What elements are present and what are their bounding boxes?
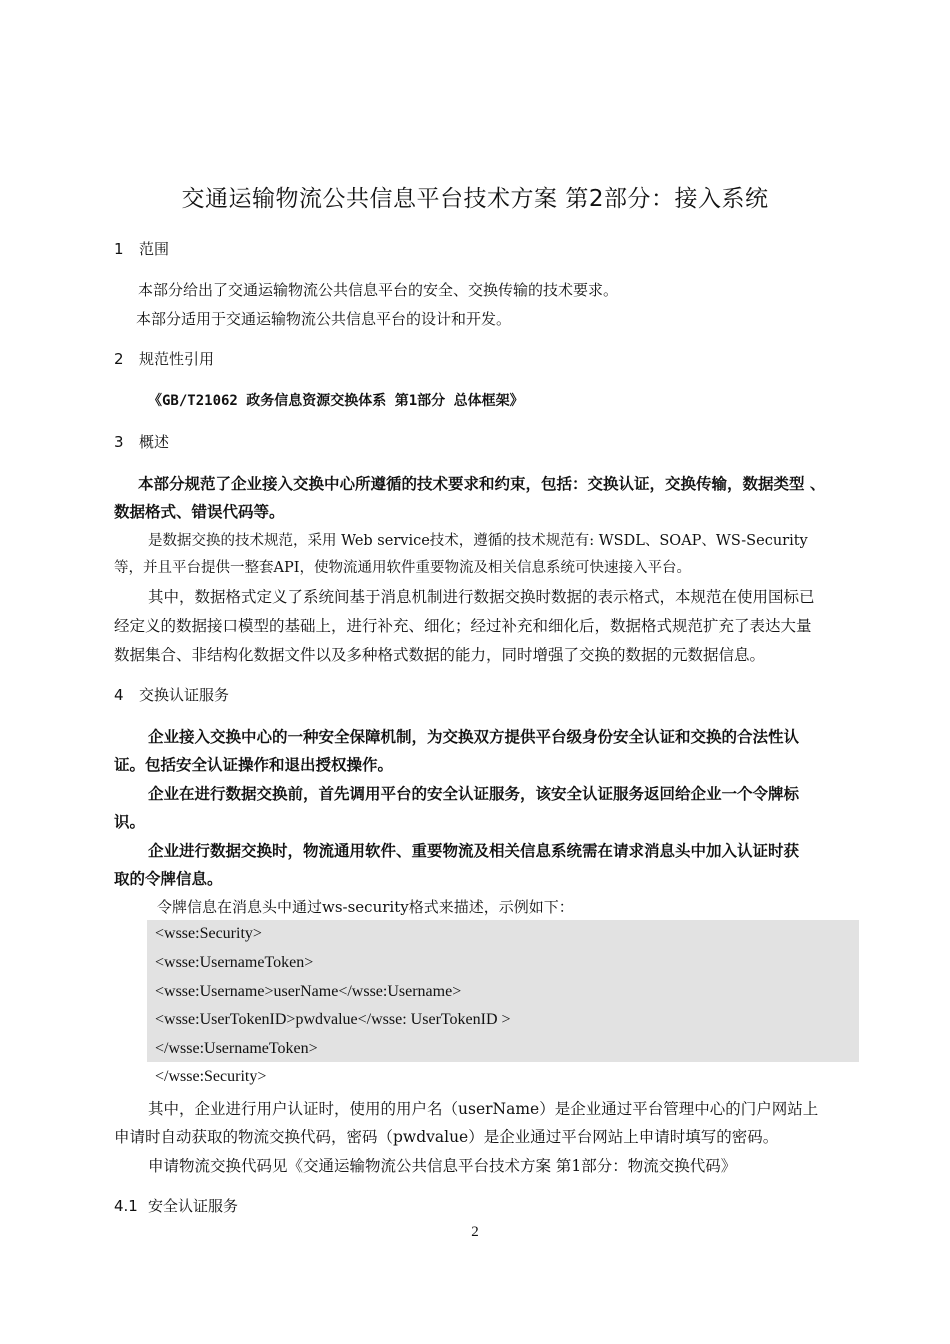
scope-line-1: 本部分给出了交通运输物流公共信息平台的安全、交换传输的技术要求。 xyxy=(138,281,619,299)
auth-bold-line-4: 识。 xyxy=(114,813,146,831)
section-label: 交换认证服务 xyxy=(139,686,230,704)
section-heading-auth xyxy=(114,684,229,705)
section-label: 范围 xyxy=(139,240,170,258)
overview-p1-line-1: 是数据交换的技术规范，采用 Web service技术，遵循的技术规范有: WSDL、SOAP、WS-Security xyxy=(148,533,808,549)
section-heading-overview xyxy=(114,431,169,452)
overview-bold-line-2: 数据格式、错误代码等。 xyxy=(114,503,285,521)
section-number: 2 xyxy=(114,350,124,368)
code-line-1: <wsse:Security> xyxy=(155,925,262,942)
page-number: 2 xyxy=(471,1224,479,1240)
section-heading-scope xyxy=(114,238,169,259)
section-number: 4 xyxy=(114,686,124,704)
auth-after-line-3: 申请物流交换代码见《交通运输物流公共信息平台技术方案 第1部分：物流交换代码》 xyxy=(148,1157,737,1175)
section-label: 概述 xyxy=(139,433,170,451)
section-number: 3 xyxy=(114,433,124,451)
section-number: 4.1 xyxy=(114,1197,138,1215)
auth-bold-line-1: 企业接入交换中心的一种安全保障机制，为交换双方提供平台级身份安全认证和交换的合法性认 xyxy=(148,728,800,746)
scope-line-2: 本部分适用于交通运输物流公共信息平台的设计和开发。 xyxy=(136,310,512,328)
overview-p1-line-2: 等，并且平台提供一整套API，使物流通用软件重要物流及相关信息系统可快速接入平台。 xyxy=(114,560,691,576)
auth-bold-line-3: 企业在进行数据交换前，首先调用平台的安全认证服务，该安全认证服务返回给企业一个令牌标 xyxy=(148,785,800,803)
overview-bold-line-1: 本部分规范了企业接入交换中心所遵循的技术要求和约束，包括：交换认证，交换传输，数据类型 、 xyxy=(138,475,826,493)
section-heading-reference xyxy=(114,348,214,369)
subsection-heading-security-auth xyxy=(114,1195,238,1216)
auth-intro: 令牌信息在消息头中通过ws-security格式来描述，示例如下： xyxy=(157,898,574,916)
code-line-6: </wsse:Security> xyxy=(155,1068,267,1085)
overview-p2-line-1: 其中，数据格式定义了系统间基于消息机制进行数据交换时数据的表示格式，本规范在使用国标已 xyxy=(148,588,815,606)
document-title: 交通运输物流公共信息平台技术方案 第2部分：接入系统 xyxy=(181,186,769,212)
auth-bold-line-5: 企业进行数据交换时，物流通用软件、重要物流及相关信息系统需在请求消息头中加入认证时获 xyxy=(148,842,800,860)
auth-bold-line-2: 证。包括安全认证操作和退出授权操作。 xyxy=(114,756,394,774)
reference-standard: 《GB/T21062 政务信息资源交换体系 第1部分 总体框架》 xyxy=(148,393,524,409)
code-line-5: </wsse:UsernameToken> xyxy=(155,1040,318,1057)
auth-after-line-2: 申请时自动获取的物流交换代码，密码（pwdvalue）是企业通过平台网站上申请时填写的密码。 xyxy=(114,1128,779,1146)
section-label: 安全认证服务 xyxy=(148,1197,239,1215)
code-line-3: <wsse:Username>userName</wsse:Username> xyxy=(155,983,462,1000)
section-number: 1 xyxy=(114,240,124,258)
overview-p2-line-2: 经定义的数据接口模型的基础上，进行补充、细化；经过补充和细化后，数据格式规范扩充了表达大量 xyxy=(114,617,812,635)
auth-after-line-1: 其中，企业进行用户认证时，使用的用户名（userName）是企业通过平台管理中心的门户网站上 xyxy=(148,1100,819,1118)
code-line-2: <wsse:UsernameToken> xyxy=(155,954,314,971)
section-label: 规范性引用 xyxy=(139,350,215,368)
overview-p2-line-3: 数据集合、非结构化数据文件以及多种格式数据的能力，同时增强了交换的数据的元数据信息。 xyxy=(114,646,766,664)
code-line-4: <wsse:UserTokenID>pwdvalue</wsse: UserTokenID > xyxy=(155,1011,511,1028)
auth-bold-line-6: 取的令牌信息。 xyxy=(114,870,223,888)
